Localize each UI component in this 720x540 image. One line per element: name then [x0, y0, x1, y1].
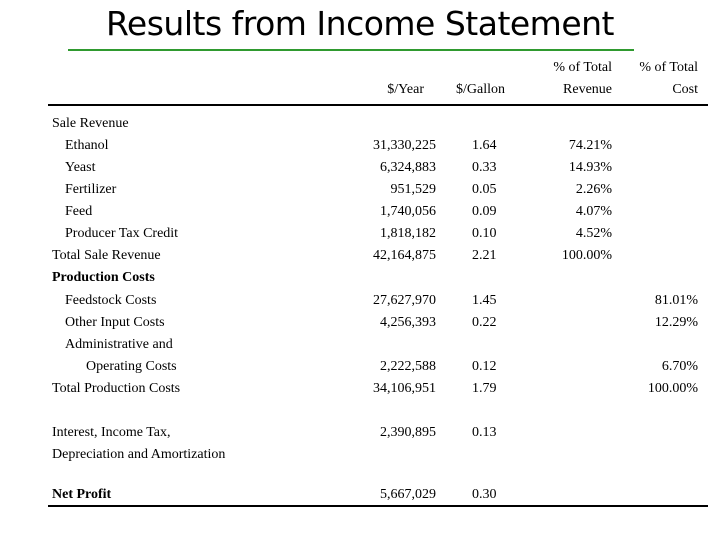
row-label: Yeast — [65, 160, 96, 175]
row-label: Interest, Income Tax, — [52, 425, 171, 440]
row-gallon: 0.05 — [472, 182, 497, 197]
table-top-rule — [48, 104, 708, 106]
row-cost-pct: 12.29% — [654, 315, 698, 330]
row-year: 6,324,883 — [380, 160, 436, 175]
row-year: 34,106,951 — [373, 381, 436, 396]
row-revenue-pct: 4.52% — [575, 226, 612, 241]
row-year: 951,529 — [390, 182, 436, 197]
row-year: 42,164,875 — [373, 248, 436, 263]
row-gallon: 0.13 — [472, 425, 497, 440]
header-year: $/Year — [387, 82, 424, 97]
row-year: 5,667,029 — [380, 487, 436, 502]
row-gallon: 0.12 — [472, 359, 497, 374]
row-gallon: 2.21 — [472, 248, 497, 263]
row-revenue-pct: 2.26% — [575, 182, 612, 197]
header-cost-line1: % of Total — [639, 60, 698, 75]
page-title: Results from Income Statement — [105, 4, 614, 43]
row-gallon: 0.30 — [472, 487, 497, 502]
row-label: Ethanol — [65, 138, 109, 153]
row-label-net-profit: Net Profit — [52, 487, 112, 502]
row-year: 31,330,225 — [373, 138, 436, 153]
row-gallon: 0.09 — [472, 204, 497, 219]
header-cost-line2: Cost — [672, 82, 698, 97]
row-label: Feed — [65, 204, 93, 219]
row-revenue-pct: 74.21% — [568, 138, 612, 153]
row-year: 1,740,056 — [380, 204, 436, 219]
row-revenue-pct: 4.07% — [575, 204, 612, 219]
row-gallon: 0.22 — [472, 315, 497, 330]
row-year: 2,222,588 — [380, 359, 436, 374]
row-gallon: 0.10 — [472, 226, 497, 241]
row-label-total-sale-revenue: Total Sale Revenue — [52, 248, 161, 263]
header-revenue-line1: % of Total — [553, 60, 612, 75]
row-label: Feedstock Costs — [65, 293, 157, 308]
row-year: 2,390,895 — [380, 425, 436, 440]
row-gallon: 1.79 — [472, 381, 497, 396]
header-gallon: $/Gallon — [456, 82, 505, 97]
row-label: Administrative and — [65, 337, 173, 352]
row-gallon: 1.64 — [472, 138, 497, 153]
row-revenue-pct: 14.93% — [568, 160, 612, 175]
title-underline — [68, 49, 634, 51]
row-revenue-pct: 100.00% — [561, 248, 612, 263]
row-label: Depreciation and Amortization — [52, 447, 226, 462]
row-label-sale-revenue: Sale Revenue — [52, 116, 129, 131]
row-year: 27,627,970 — [373, 293, 436, 308]
row-year: 4,256,393 — [380, 315, 436, 330]
header-revenue-line2: Revenue — [563, 82, 612, 97]
row-cost-pct: 6.70% — [661, 359, 698, 374]
row-label: Other Input Costs — [65, 315, 165, 330]
row-cost-pct: 100.00% — [647, 381, 698, 396]
row-label-production-costs: Production Costs — [52, 270, 155, 285]
row-year: 1,818,182 — [380, 226, 436, 241]
row-gallon: 1.45 — [472, 293, 497, 308]
row-label: Operating Costs — [86, 359, 177, 374]
row-label: Fertilizer — [65, 182, 117, 197]
row-label-total-production-costs: Total Production Costs — [52, 381, 181, 396]
row-cost-pct: 81.01% — [654, 293, 698, 308]
row-gallon: 0.33 — [472, 160, 497, 175]
row-label: Producer Tax Credit — [65, 226, 179, 241]
